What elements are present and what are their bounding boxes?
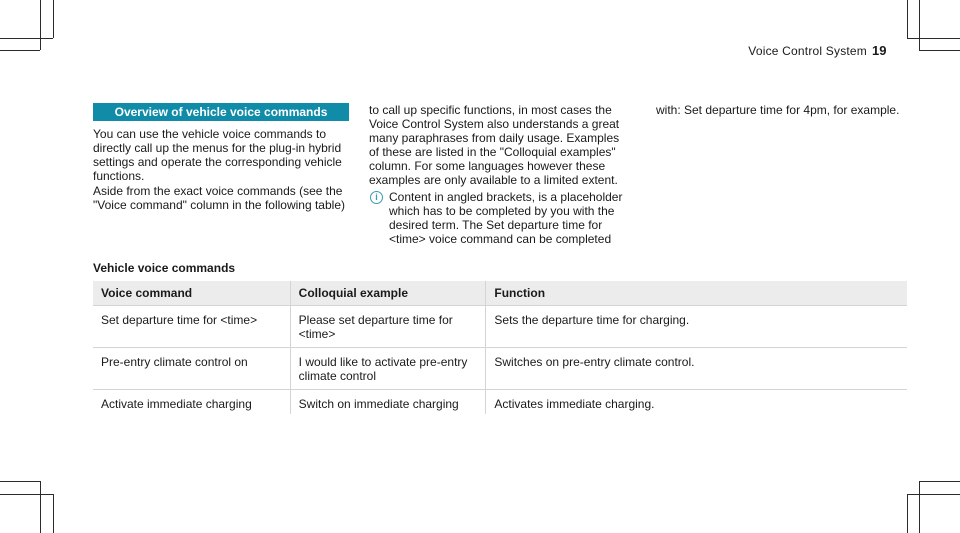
- crop-mark: [40, 0, 41, 50]
- note-text: Content in angled brackets, is a placeholder which has to be completed by you with the desired term. The Set departure time for <time> voice command can be completed: [389, 190, 623, 246]
- table-row: [93, 306, 907, 348]
- function-cell: Switches on pre-entry climate control.: [486, 348, 907, 390]
- table-title: Vehicle voice commands: [93, 261, 236, 275]
- voice-command-cell: Pre-entry climate control on: [93, 348, 290, 390]
- crop-mark: [919, 481, 960, 482]
- column-header-colloquial-example: Colloquial example: [290, 281, 486, 306]
- colloquial-example-cell: Switch on immediate charging: [290, 390, 486, 415]
- colloquial-example-cell: I would like to activate pre-entry climate control: [290, 348, 486, 390]
- crop-mark: [919, 50, 960, 51]
- text-column-2: [369, 103, 631, 246]
- function-cell: Activates immediate charging.: [486, 390, 907, 415]
- running-head: Voice Control System: [748, 44, 867, 58]
- crop-mark: [0, 38, 53, 39]
- crop-mark: [919, 481, 920, 533]
- crop-mark: [907, 494, 908, 533]
- table-header-row: [93, 281, 907, 306]
- crop-mark: [907, 0, 908, 38]
- colloquial-example-cell: Please set departure time for <time>: [290, 306, 486, 348]
- crop-mark: [0, 494, 53, 495]
- paraphrase-paragraph: to call up specific functions, in most cases the Voice Control System also understands a great many paraphrases from daily usage. Examples of these are listed in the "Colloquial examples" column. For some languages however these examples are only available to a limited extent.: [369, 103, 620, 187]
- placeholder-note: [369, 190, 631, 246]
- page-number: 19: [872, 43, 887, 58]
- crop-mark: [40, 481, 41, 533]
- voice-commands-table: [93, 281, 907, 414]
- info-icon: i: [370, 191, 383, 204]
- intro-paragraph: You can use the vehicle voice commands to directly call up the menus for the plug-in hybrid settings and operate the corresponding vehicle functions.: [93, 127, 342, 183]
- voice-command-cell: Activate immediate charging: [93, 390, 290, 415]
- table-row: [93, 390, 907, 415]
- function-cell: Sets the departure time for charging.: [486, 306, 907, 348]
- crop-mark: [53, 494, 54, 533]
- crop-mark: [53, 0, 54, 38]
- crop-mark: [0, 481, 40, 482]
- text-column-3: [656, 103, 906, 117]
- column-header-voice-command: Voice command: [93, 281, 290, 306]
- aside-paragraph: Aside from the exact voice commands (see the "Voice command" column in the following table): [93, 184, 345, 212]
- text-column-1: [93, 103, 349, 212]
- crop-mark: [907, 38, 960, 39]
- crop-mark: [907, 494, 960, 495]
- table-row: [93, 348, 907, 390]
- note-continuation: with: Set departure time for 4pm, for example.: [656, 103, 900, 117]
- section-title: Overview of vehicle voice commands: [93, 103, 349, 121]
- column-header-function: Function: [486, 281, 907, 306]
- voice-command-cell: Set departure time for <time>: [93, 306, 290, 348]
- crop-mark: [919, 0, 920, 50]
- crop-mark: [0, 50, 40, 51]
